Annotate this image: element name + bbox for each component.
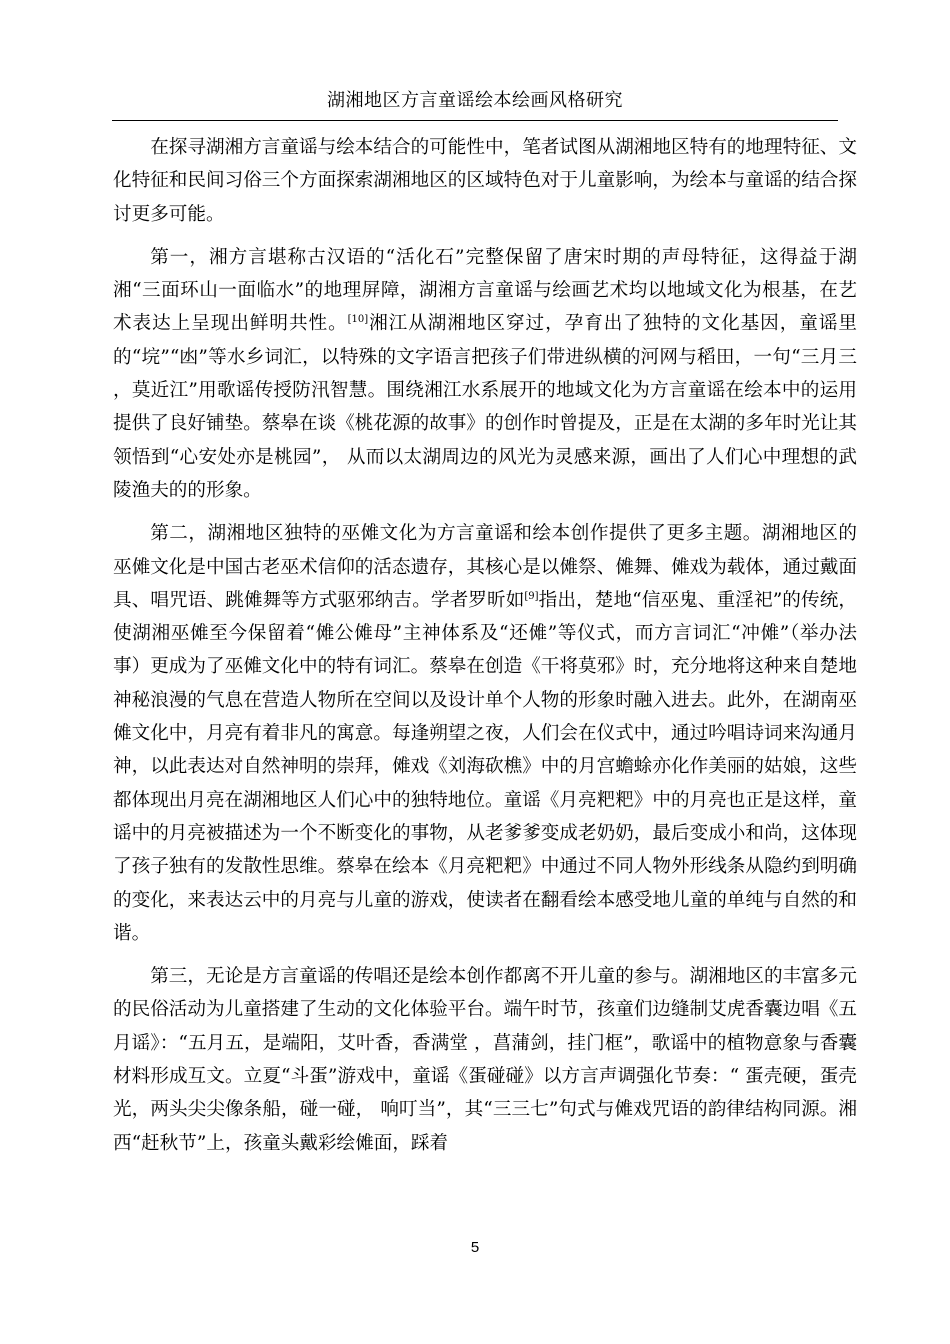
paragraph-culture-part1: 第二，湖湘地区独特的巫傩文化为方言童谣和绘本创作提供了更多主题。湖湘地区的 巫傩文化是中国古老巫术信仰的活态遗存，其核心是以傩祭、傩舞、傩戏为载体，通过戴面具、唱咒语、跳傩舞等方式驱邪纳吉。学者罗昕如	[113, 523, 857, 611]
body-text	[113, 131, 857, 1160]
citation-10: [10]	[347, 314, 369, 326]
page-number: 5	[470, 1239, 480, 1256]
paragraph-intro: 在探寻湖湘方言童谣与绘本结合的可能性中，笔者试图从湖湘地区特有的地理特征、文化特征和民间习俗三个方面探索湖湘地区的区域特色对于儿童影响，为绘本与童谣的结合探讨更多可能。	[113, 137, 857, 225]
header-divider	[112, 120, 838, 121]
paragraph-culture	[113, 517, 857, 950]
citation-9: [9]	[524, 590, 539, 602]
paragraph-geography-part2: 湘江从湖湘地区穿过，孕育出了独特的文化基因，童谣里的“垸”“凼”等水乡词汇，以特殊的文字语言把孩子们带进纵横的河网与稻田，一句“三月三 ，莫近江”用歌谣传授防汛智慧。围绕湘江水系展开的地域文化为方言童谣在绘本中的运用提供了良好铺垫。蔡皋在谈《桃花源的故事》的创作时曾提及，正是在太湖的多年时光让其领悟到“心安处亦是桃园”， 从而以太湖周边的风光为灵感来源，画出了人们心中理想的武陵渔夫的的形象。	[113, 313, 857, 501]
paragraph-folk-customs: 第三，无论是方言童谣的传唱还是绘本创作都离不开儿童的参与。湖湘地区的丰富多元的民俗活动为儿童搭建了生动的文化体验平台。端午时节，孩童们边缝制艾虎香囊边唱《五月谣》：“五月五，是端阳，艾叶香，香满堂 ，菖蒲剑，挂门框”，歌谣中的植物意象与香囊材料形成互文。立夏“斗蛋”游戏中，童谣《蛋碰碰》以方言声调强化节奏：“ 蛋壳硬，蛋壳光，两头尖尖像条船，碰一碰， 响叮当”，其“三三七”句式与傩戏咒语的韵律结构同源。湘西“赶秋节”上，孩童头戴彩绘傩面，踩着	[113, 966, 857, 1154]
paragraph-culture-part2: 指出，楚地“信巫鬼、重淫祀”的传统，使湖湘巫傩至今保留着“傩公傩母”主神体系及“还傩”等仪式，而方言词汇“冲傩”（举办法事）更成为了巫傩文化中的特有词汇。蔡皋在创造《干将莫邪》时，充分地将这种来自楚地神秘浪漫的气息在营造人物所在空间以及设计单个人物的形象时融入进去。此外，在湖南巫傩文化中，月亮有着非凡的寓意。每逢朔望之夜，人们会在仪式中，通过吟唱诗词来沟通月神，以此表达对自然神明的崇拜，傩戏《刘海砍樵》中的月宫蟾蜍亦化作美丽的姑娘，这些都体现出月亮在湖湘地区人们心中的独特地位。童谣《月亮粑粑》中的月亮也正是这样，童谣中的月亮被描述为一个不断变化的事物，从老爹爹变成老奶奶，最后变成小和尚，这体现了孩子独有的发散性思维。蔡皋在绘本《月亮粑粑》中通过不同人物外形线条从隐约到明确的变化，来表达云中的月亮与儿童的游戏，使读者在翻看绘本感受地儿童的单纯与自然的和谐。	[113, 589, 857, 944]
paragraph-geography	[113, 241, 857, 507]
running-header-title: 湖湘地区方言童谣绘本绘画风格研究	[327, 90, 623, 111]
paragraph-geography-part1: 第一，湘方言堪称古汉语的“活化石”完整保留了唐宋时期的声母特征，这得益于湖湘“三面环山一面临水”的地理屏障，湖湘方言童谣与绘画艺术均以地域文化为根基，在艺术表达上呈现出鲜明共性。	[113, 246, 857, 335]
